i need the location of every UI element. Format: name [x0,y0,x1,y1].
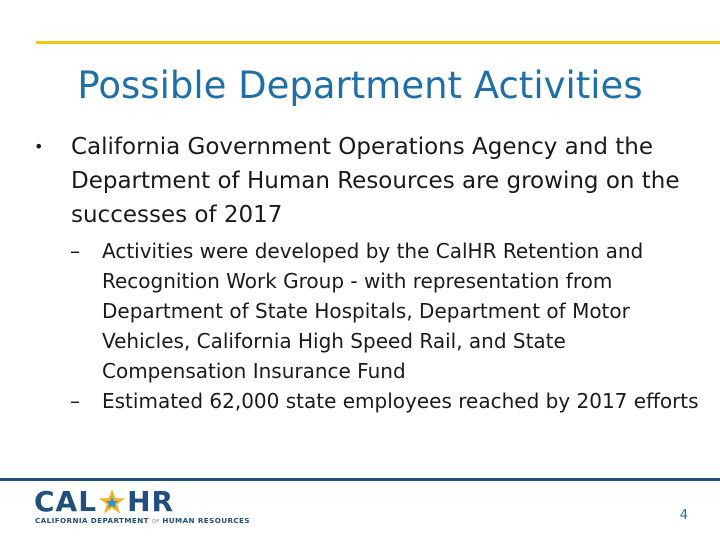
sub-bullet-text: Activities were developed by the CalHR Retention and Recognition Work Group - with representation from Department of State Hospitals, Department of Motor Vehicles, California High Speed Rail, and State Compensation Insurance Fund [102,239,644,383]
sub-bullet-marker: – [70,239,80,263]
bullet-list [30,130,700,416]
sub-bullet-list [30,236,700,416]
slide-title: Possible Department Activities [77,64,643,107]
sub-bullet-item [70,236,700,386]
logo-text-left: CAL [34,485,98,518]
bullet-item [30,130,700,232]
sub-bullet-item [70,386,700,416]
bullet-text: California Government Operations Agency and the Department of Human Resources are growing on the successes of 2017 [71,134,680,228]
top-divider [36,41,720,44]
bullet-marker: • [34,137,44,156]
bottom-divider [0,478,720,481]
sub-bullet-marker: – [70,389,80,413]
star-icon [98,488,126,516]
logo-subtitle-b: HUMAN RESOURCES [162,516,250,525]
sub-bullet-text: Estimated 62,000 state employees reached by 2017 efforts [102,389,699,413]
logo-subtitle-a: CALIFORNIA DEPARTMENT [35,516,149,525]
page-number: 4 [679,508,688,523]
calhr-logo [34,485,250,530]
logo-wordmark [34,486,174,518]
logo-subtitle [35,516,250,525]
logo-text-right: HR [127,485,175,518]
logo-subtitle-of: OF [151,519,160,525]
